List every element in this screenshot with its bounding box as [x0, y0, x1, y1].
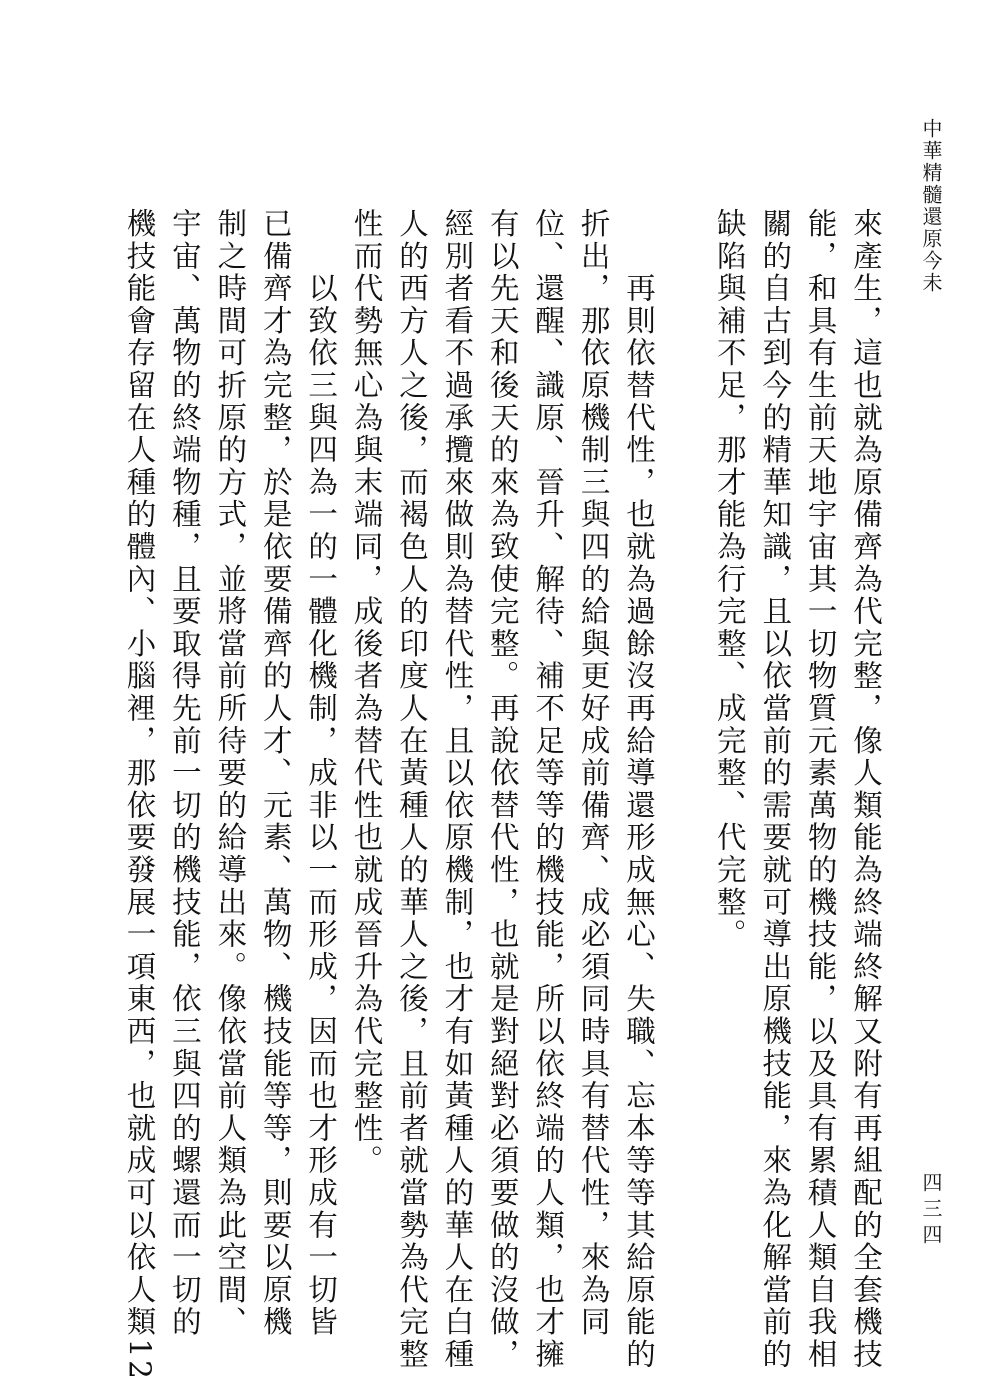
- running-header: 中華精髓還原今未: [919, 118, 943, 294]
- text-column-3: 關的自古到今的精華知識，且以依當前的需要就可導出原機技能，來為化解當前的: [758, 208, 793, 1371]
- text-column-13: 以致依三與四為一的一體化機制，成非以一而形成，因而也才形成有一切皆: [304, 208, 339, 1339]
- text-column-4: 缺陷與補不足，那才能為行完整、成完整、代完整。: [712, 208, 747, 951]
- text-column-6: 再則依替代性，也就為過餘沒再給導還形成無心、失職、忘本等等其給原能的: [621, 208, 656, 1371]
- text-column-16: 宇宙、萬物的終端物種，且要取得先前一切的機技能，依三與四的螺還而一切的: [167, 208, 202, 1339]
- text-column-1: 來產生，這也就為原備齊為代完整，像人類能為終端終解又附有再組配的全套機技: [849, 208, 883, 1371]
- text-column-9: 有以先天和後天的來為致使完整。再說依替代性，也就是對絕對必須要做的沒做，: [485, 208, 520, 1371]
- text-column-14: 已備齊才為完整，於是依要備齊的人才、元素、萬物、機技能等等，則要以原機: [258, 208, 293, 1339]
- text-column-12: 性而代勢無心為與末端同，成後者為替代性也就成晉升為代完整性。: [349, 208, 384, 1177]
- text-column-17: 機技能會存留在人種的體內、小腦裡，那依要發展一項東西，也就成可以依人類12: [122, 208, 157, 1382]
- text-column-2: 能，和具有生前天地宇宙其一切物質元素萬物的機技能，以及具有累積人類自我相: [803, 208, 838, 1371]
- text-column-15: 制之時間可折原的方式，並將當前所待要的給導出來。像依當前人類為此空間、: [213, 208, 248, 1339]
- text-column-10: 經別者看不過承攬來做則為替代性，且以依原機制，也才有如黃種人的華人在白種: [440, 208, 475, 1371]
- vertical-body-text: [122, 208, 888, 1382]
- text-column-7: 折出，那依原機制三與四的給與更好成前備齊、成必須同時具有替代性，來為同: [576, 208, 611, 1339]
- text-column-11: 人的西方人之後，而褐色人的印度人在黃種人的華人之後，且前者就當勢為代完整: [394, 208, 429, 1371]
- text-column-8: 位、還醒、識原、晉升、解待、補不足等等的機技能，所以依終端的人類，也才擁: [531, 208, 566, 1371]
- page-number: 四三四: [919, 1172, 943, 1250]
